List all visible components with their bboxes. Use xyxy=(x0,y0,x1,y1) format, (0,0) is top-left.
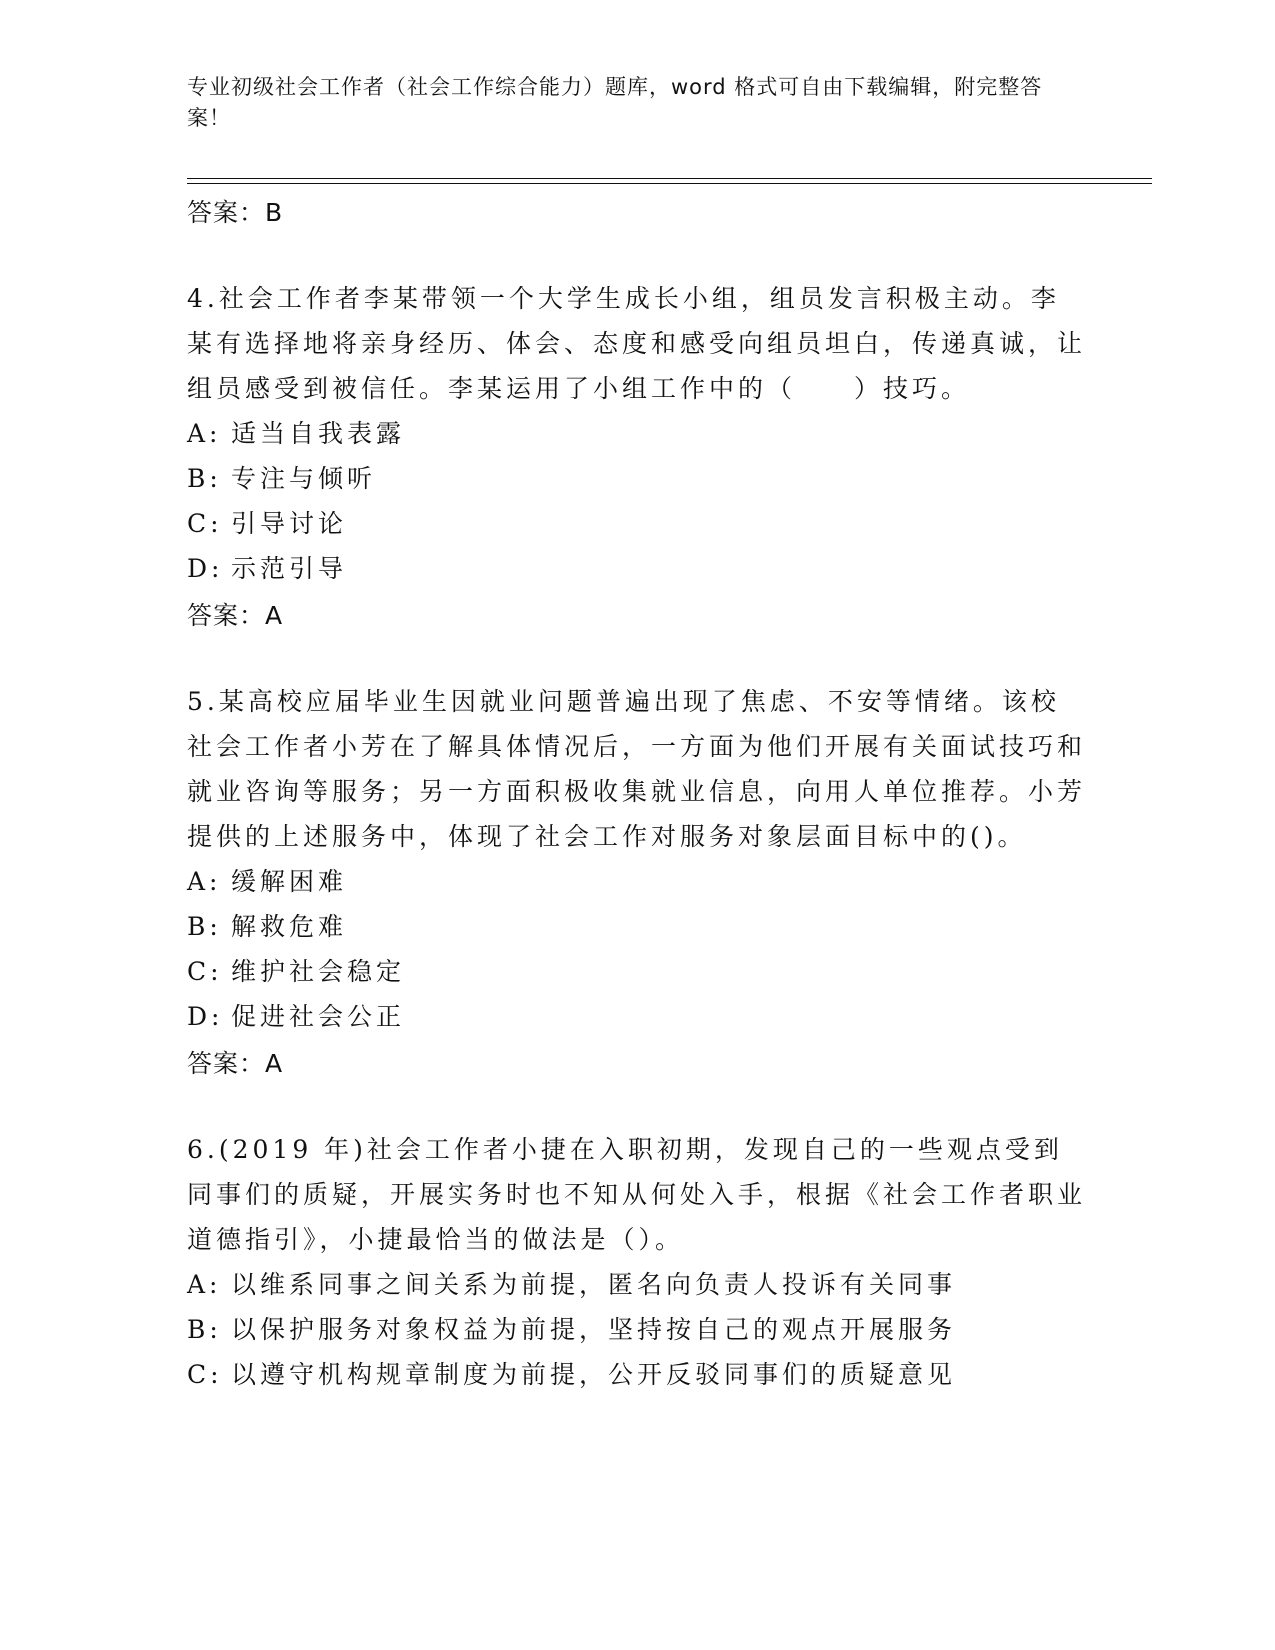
option-text: 专注与倾听 xyxy=(231,464,377,493)
option-text: 促进社会公正 xyxy=(231,1002,406,1031)
question-6 xyxy=(187,1127,1087,1397)
option-letter: D: xyxy=(187,1002,224,1031)
option-c xyxy=(187,501,1087,546)
option-c xyxy=(187,949,1087,994)
option-letter: B: xyxy=(187,912,222,941)
question-stem: 4.社会工作者李某带领一个大学生成长小组，组员发言积极主动。李某有选择地将亲身经历、体会、态度和感受向组员坦白，传递真诚，让组员感受到被信任。李某运用了小组工作中的（ ）技巧。 xyxy=(187,284,1087,403)
answer: 答案：A xyxy=(187,601,284,630)
option-a xyxy=(187,411,1087,456)
answer: 答案：A xyxy=(187,1049,284,1078)
option-text: 以维系同事之间关系为前提，匿名向负责人投诉有关同事 xyxy=(231,1270,957,1299)
question-5 xyxy=(187,679,1087,1087)
option-text: 维护社会稳定 xyxy=(231,957,406,986)
option-text: 缓解困难 xyxy=(231,867,348,896)
option-d xyxy=(187,546,1087,591)
document-body xyxy=(187,188,1087,1397)
option-letter: C: xyxy=(187,1360,223,1389)
question-stem: 6.(2019 年)社会工作者小捷在入职初期，发现自己的一些观点受到同事们的质疑，开展实务时也不知从何处入手，根据《社会工作者职业道德指引》，小捷最恰当的做法是（）。 xyxy=(187,1135,1087,1254)
option-letter: C: xyxy=(187,957,223,986)
option-text: 示范引导 xyxy=(231,554,348,583)
option-letter: B: xyxy=(187,1315,222,1344)
option-letter: A: xyxy=(187,1270,222,1299)
option-letter: D: xyxy=(187,554,224,583)
option-text: 适当自我表露 xyxy=(231,419,406,448)
document-header xyxy=(187,72,1067,134)
option-b xyxy=(187,1307,1087,1352)
option-d xyxy=(187,994,1087,1039)
option-letter: B: xyxy=(187,464,222,493)
option-b xyxy=(187,904,1087,949)
option-a xyxy=(187,859,1087,904)
question-4 xyxy=(187,276,1087,639)
option-letter: A: xyxy=(187,419,222,448)
option-c xyxy=(187,1352,1087,1397)
header-divider-top xyxy=(187,178,1152,179)
option-b xyxy=(187,456,1087,501)
option-a xyxy=(187,1262,1087,1307)
question-stem: 5.某高校应届毕业生因就业问题普遍出现了焦虑、不安等情绪。该校社会工作者小芳在了解具体情况后，一方面为他们开展有关面试技巧和就业咨询等服务；另一方面积极收集就业信息，向用人单位推荐。小芳提供的上述服务中，体现了社会工作对服务对象层面目标中的()。 xyxy=(187,687,1087,851)
option-letter: C: xyxy=(187,509,223,538)
option-letter: A: xyxy=(187,867,222,896)
option-text: 以保护服务对象权益为前提，坚持按自己的观点开展服务 xyxy=(231,1315,957,1344)
option-text: 引导讨论 xyxy=(231,509,348,538)
previous-answer: 答案：B xyxy=(187,198,284,227)
option-text: 解救危难 xyxy=(231,912,348,941)
header-divider-bottom xyxy=(187,183,1152,184)
option-text: 以遵守机构规章制度为前提，公开反驳同事们的质疑意见 xyxy=(231,1360,957,1389)
header-title: 专业初级社会工作者（社会工作综合能力）题库，word 格式可自由下载编辑，附完整答案！ xyxy=(187,75,1043,130)
